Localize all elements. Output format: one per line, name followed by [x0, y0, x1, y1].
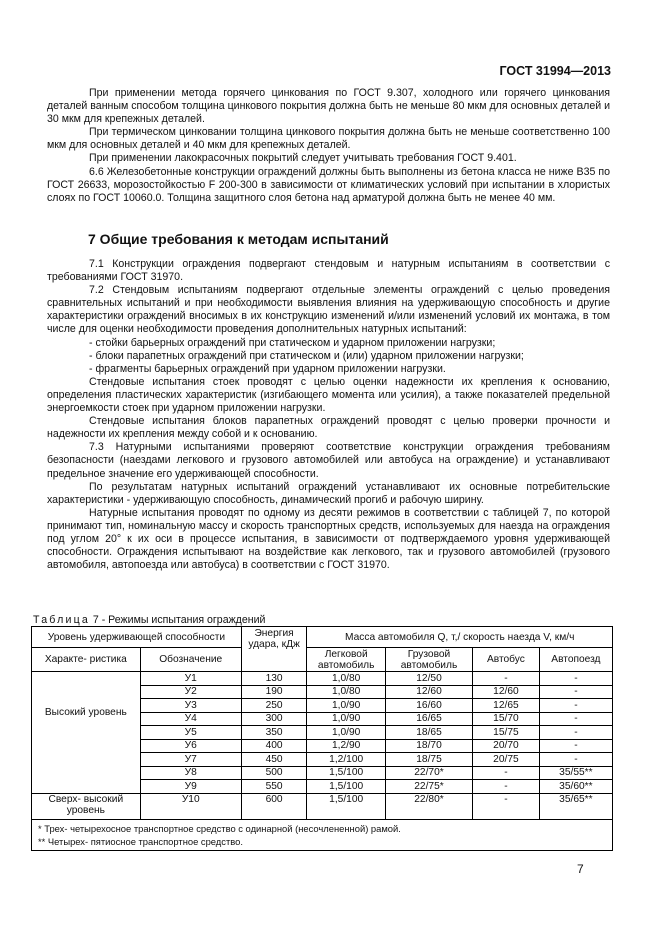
cell-bus: 12/60: [473, 685, 540, 699]
table-caption-prefix: Таблица: [33, 614, 90, 626]
cell-road-train: 35/65**: [539, 793, 612, 819]
document-header-id: ГОСТ 31994—2013: [499, 64, 611, 78]
paragraph: Стендовые испытания стоек проводят с целью оценки надежности их крепления к основанию, определения пластических характеристик (изгибающего момента или усилия), а также показателей предельной энергоемкости стоек при ударном приложении нагрузки.: [47, 375, 610, 415]
table-row: [32, 793, 613, 819]
cell-car: 1,5/100: [307, 793, 386, 819]
cell-road-train: -: [539, 685, 612, 699]
cell-truck: 22/75*: [385, 780, 472, 794]
cell-designation: У6: [140, 739, 241, 753]
cell-energy: 190: [241, 685, 307, 699]
cell-car: 1,5/100: [307, 766, 386, 780]
header-mass-speed: Масса автомобиля Q, т,/ скорость наезда V, км/ч: [307, 627, 613, 648]
cell-energy: 500: [241, 766, 307, 780]
cell-truck: 18/75: [385, 753, 472, 767]
cell-car: 1,0/80: [307, 672, 386, 686]
cell-bus: -: [473, 780, 540, 794]
cell-designation: У4: [140, 712, 241, 726]
cell-truck: 12/50: [385, 672, 472, 686]
table-caption: [33, 614, 265, 626]
body-text-top: [47, 87, 610, 205]
cell-bus: -: [473, 766, 540, 780]
paragraph: При применении лакокрасочных покрытий следует учитывать требования ГОСТ 9.401.: [89, 152, 517, 165]
cell-bus: 15/75: [473, 726, 540, 740]
paragraph: При применении метода горячего цинкования по ГОСТ 9.307, холодного или горячего цинкования деталей ванным способом толщина цинкового покрытия должна быть не меньше 80 мкм для основных деталей и 30 мкм для крепежных деталей.: [47, 87, 610, 126]
cell-designation: У7: [140, 753, 241, 767]
header-bus: Автобус: [473, 648, 540, 672]
table-footnotes-row: [32, 819, 613, 850]
cell-designation: У2: [140, 685, 241, 699]
cell-road-train: -: [539, 672, 612, 686]
footnote: * Трех- четырехосное транспортное средство с одинарной (несочлененной) рамой.: [38, 822, 401, 834]
cell-road-train: 35/60**: [539, 780, 612, 794]
footnote: ** Четырех- пятиосное транспортное средство.: [38, 835, 243, 847]
table-header-row: [32, 648, 613, 672]
paragraph-7-2: 7.2 Стендовым испытаниям подвергают отдельные элементы ограждений с целью проведения сравнительных испытаний и при необходимости выявления влияния на удерживающую способность и другие характеристики ограждений вносимых в их конструкцию изменений и/или изменений условий их монтажа, в том числе для оценки необходимости проведения дополнительных натурных испытаний:: [47, 284, 610, 336]
cell-truck: 22/70*: [385, 766, 472, 780]
header-characteristic: Характе- ристика: [32, 648, 141, 672]
level-high: Высокий уровень: [32, 672, 141, 794]
cell-truck: 16/65: [385, 712, 472, 726]
cell-designation: У3: [140, 699, 241, 713]
cell-truck: 16/60: [385, 699, 472, 713]
header-road-train: Автопоезд: [539, 648, 612, 672]
cell-road-train: -: [539, 712, 612, 726]
cell-truck: 22/80*: [385, 793, 472, 819]
cell-energy: 600: [241, 793, 307, 819]
cell-road-train: 35/55**: [539, 766, 612, 780]
cell-energy: 250: [241, 699, 307, 713]
header-energy: Энергия удара, кДж: [241, 627, 307, 672]
page-number: 7: [577, 862, 584, 876]
table-footnotes: [32, 819, 613, 850]
cell-energy: 130: [241, 672, 307, 686]
cell-bus: 20/75: [473, 753, 540, 767]
paragraph: По результатам натурных испытаний ограждений устанавливают их основные потребительские характеристики - удерживающую способность, динамический прогиб и рабочую ширину.: [47, 480, 610, 506]
table-row: [32, 672, 613, 686]
header-car: Легковой автомобиль: [307, 648, 386, 672]
cell-designation: У5: [140, 726, 241, 740]
section-title: 7 Общие требования к методам испытаний: [88, 231, 389, 247]
cell-car: 1,2/100: [307, 753, 386, 767]
list-item: - фрагменты барьерных ограждений при ударном приложении нагрузки.: [89, 362, 446, 375]
paragraph: 6.6 Железобетонные конструкции ограждений должны быть выполнены из бетона класса не ниже В35 по ГОСТ 26633, морозостойкостью F 200-300 в зависимости от климатических условий при испытании в хлористых слоях по ГОСТ 10060.0. Толщина защитного слоя бетона над арматурой должна быть не менее 40 мм.: [47, 165, 610, 204]
cell-truck: 18/70: [385, 739, 472, 753]
body-text-section-7: [47, 258, 610, 572]
cell-road-train: -: [539, 699, 612, 713]
list-item: - стойки барьерных ограждений при статическом и ударном приложении нагрузки;: [89, 336, 496, 349]
cell-bus: 20/70: [473, 739, 540, 753]
test-modes-table: [31, 626, 613, 851]
cell-bus: 12/65: [473, 699, 540, 713]
cell-energy: 300: [241, 712, 307, 726]
level-super-high: Сверх- высокий уровень: [32, 793, 141, 819]
cell-truck: 18/65: [385, 726, 472, 740]
cell-car: 1,0/80: [307, 685, 386, 699]
paragraph: Стендовые испытания блоков парапетных ограждений проводят с целью проверки прочности и надежности их крепления между собой и к основанию.: [47, 415, 610, 441]
table-caption-text: 7 - Режимы испытания ограждений: [89, 614, 266, 626]
cell-designation: У8: [140, 766, 241, 780]
cell-car: 1,0/90: [307, 699, 386, 713]
table-header-row: [32, 627, 613, 648]
cell-designation: У9: [140, 780, 241, 794]
cell-bus: 15/70: [473, 712, 540, 726]
cell-car: 1,5/100: [307, 780, 386, 794]
list-item: - блоки парапетных ограждений при статическом и (или) ударном приложении нагрузки;: [89, 349, 524, 362]
cell-designation: У10: [140, 793, 241, 819]
header-designation: Обозначение: [140, 648, 241, 672]
cell-energy: 450: [241, 753, 307, 767]
cell-truck: 12/60: [385, 685, 472, 699]
cell-car: 1,2/90: [307, 739, 386, 753]
cell-car: 1,0/90: [307, 726, 386, 740]
paragraph: Натурные испытания проводят по одному из десяти режимов в соответствии с таблицей 7, по которой принимают тип, номинальную массу и скорость транспортных средств, используемых для наезда на ограждения под углом 20° к их оси в процессе испытания, в зависимости от подтверждаемого уровня удерживающей способности. Ограждения испытывают на воздействие как легкового, так и грузового автомобилей (грузового автомобиля, автопоезда или автобуса) в соответствии с ГОСТ 31970.: [47, 506, 610, 572]
cell-energy: 400: [241, 739, 307, 753]
cell-bus: -: [473, 793, 540, 819]
paragraph-7-3: 7.3 Натурными испытаниями проверяют соответствие конструкции ограждения требованиям безопасности (наездами легкового и грузового автомобилей или автобуса на ограждение) и устанавливают предельное значение его удерживающей способности.: [47, 441, 610, 480]
cell-road-train: -: [539, 753, 612, 767]
paragraph-7-1: 7.1 Конструкции ограждения подвергают стендовым и натурным испытаниям в соответствии с требованиями ГОСТ 31970.: [47, 258, 610, 284]
cell-bus: -: [473, 672, 540, 686]
header-level-group: Уровень удерживающей способности: [32, 627, 242, 648]
cell-road-train: -: [539, 726, 612, 740]
header-truck: Грузовой автомобиль: [385, 648, 472, 672]
cell-car: 1,0/90: [307, 712, 386, 726]
paragraph: При термическом цинковании толщина цинкового покрытия должна быть не меньше соответственно 100 мкм для основных деталей и 40 мкм для крепежных деталей.: [47, 126, 610, 152]
cell-road-train: -: [539, 739, 612, 753]
cell-designation: У1: [140, 672, 241, 686]
cell-energy: 550: [241, 780, 307, 794]
cell-energy: 350: [241, 726, 307, 740]
